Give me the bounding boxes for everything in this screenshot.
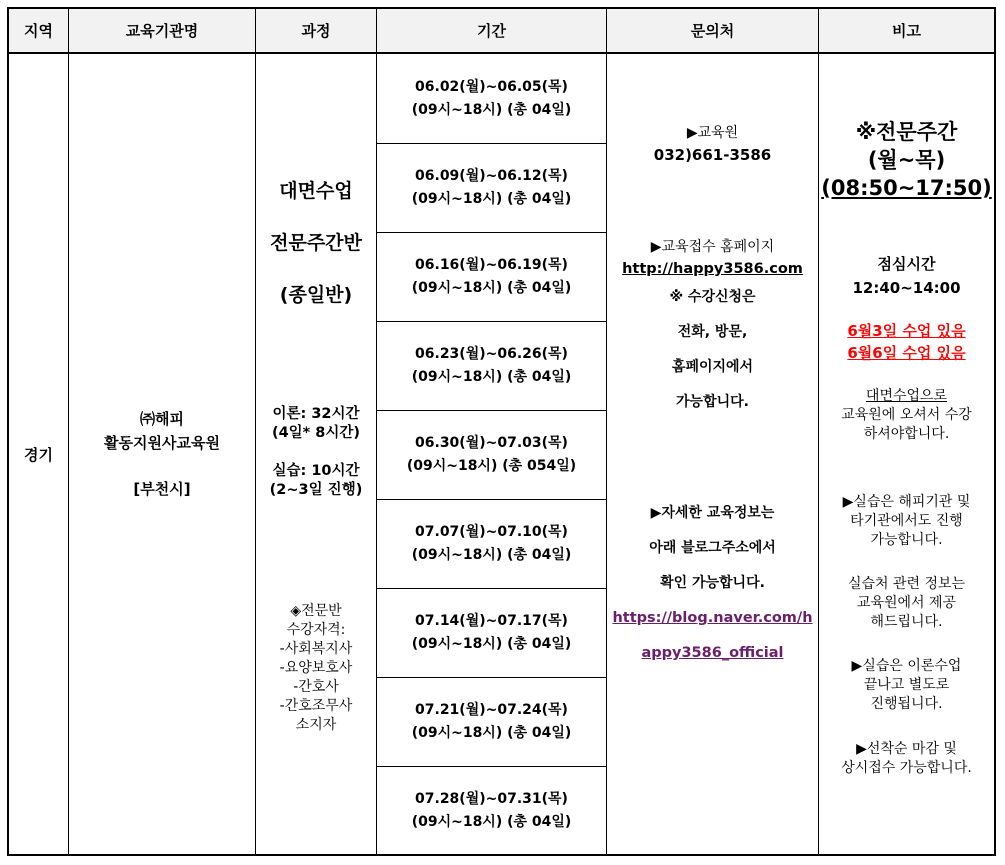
remark-note xyxy=(819,493,994,553)
blog-note: 아래 블로그주소에서 xyxy=(649,540,776,556)
contact-office-block xyxy=(607,122,818,172)
lunch-block xyxy=(819,252,994,302)
apply-note: ※ 수강신청은 xyxy=(669,289,756,305)
remark-line: 끝나고 별도로 xyxy=(863,677,950,693)
period-row xyxy=(377,500,606,588)
course-title-block xyxy=(256,176,376,326)
period-time: (09시~18시) (총 04일) xyxy=(411,725,572,741)
period-date: 07.07(월)~07.10(목) xyxy=(415,524,568,540)
qualification-line: -사회복지사 xyxy=(279,641,353,657)
header-institution: 교육기관명 xyxy=(125,22,199,40)
period-date: 07.14(월)~07.17(목) xyxy=(415,613,568,629)
course-title-line: (종일반) xyxy=(279,284,353,306)
practice-detail: (2~3일 진행) xyxy=(269,482,363,498)
region-cell: 경기 xyxy=(24,445,53,464)
remark-line: ▶선착순 마감 및 xyxy=(856,741,957,757)
blog-note: ▶자세한 교육정보는 xyxy=(650,505,775,521)
remark-line: 해드립니다. xyxy=(870,614,943,630)
period-row xyxy=(377,678,606,766)
header-remarks: 비고 xyxy=(892,22,921,40)
contact-web-label: ▶교육접수 홈페이지 xyxy=(650,239,775,255)
remark-line: 진행됩니다. xyxy=(870,696,943,712)
period-date: 07.21(월)~07.24(목) xyxy=(415,702,568,718)
institution-name: 활동지원사교육원 xyxy=(104,434,220,452)
period-date: 06.23(월)~06.26(목) xyxy=(415,346,568,362)
qualification-block xyxy=(256,602,376,752)
contact-web-block xyxy=(607,236,818,426)
remark-line: 교육원에서 제공 xyxy=(856,595,957,611)
apply-note: 가능합니다. xyxy=(676,394,749,410)
period-date: 06.09(월)~06.12(목) xyxy=(415,168,568,184)
practice-hours: 실습: 10시간 xyxy=(272,463,360,479)
period-time: (09시~18시) (총 04일) xyxy=(411,280,572,296)
remark-note xyxy=(819,740,994,780)
remark-line: 실습처 관련 정보는 xyxy=(847,576,966,592)
period-row xyxy=(377,589,606,677)
qualification-line: 소지자 xyxy=(295,717,337,733)
qualification-line: -간호조무사 xyxy=(279,698,353,714)
apply-note: 전화, 방문, xyxy=(677,324,748,340)
period-time: (09시~18시) (총 04일) xyxy=(411,101,572,118)
remark-line: ▶실습은 이론수업 xyxy=(851,658,962,674)
institution-city: [부천시] xyxy=(133,480,191,498)
period-row xyxy=(377,144,606,232)
remarks-days: (월~목) xyxy=(867,148,946,172)
remark-line: 가능합니다. xyxy=(870,532,943,548)
period-row xyxy=(377,322,606,410)
remark-line: 타기관에서도 진행 xyxy=(850,513,963,529)
qualification-line: ◈전문반 xyxy=(290,603,342,619)
class-notice-block xyxy=(819,320,994,368)
blog-link[interactable]: appy3586_official xyxy=(641,645,784,661)
period-row xyxy=(377,411,606,499)
remark-line: 하셔야합니다. xyxy=(863,426,950,442)
course-hours-block xyxy=(256,405,376,520)
contact-phone[interactable]: 032)661-3586 xyxy=(653,146,772,164)
remark-note xyxy=(819,657,994,717)
period-time: (09시~18시) (총 04일) xyxy=(411,369,572,385)
period-time: (09시~18시) (총 04일) xyxy=(411,191,572,207)
lunch-label: 점심시간 xyxy=(877,255,936,273)
apply-note: 홈페이지에서 xyxy=(671,359,754,375)
period-row xyxy=(377,54,606,143)
remark-line: 대면수업으로 xyxy=(865,388,948,404)
period-time: (09시~18시) (총 04일) xyxy=(411,547,572,563)
period-row xyxy=(377,233,606,321)
period-time: (09시~18시) (총 054일) xyxy=(406,458,577,474)
class-notice: 6월3일 수업 있음 xyxy=(847,322,966,340)
header-period: 기간 xyxy=(477,22,506,40)
header-contact: 문의처 xyxy=(690,22,735,40)
blog-note: 확인 가능합니다. xyxy=(660,575,765,591)
header-course: 과정 xyxy=(301,22,331,40)
period-date: 06.16(월)~06.19(목) xyxy=(415,257,568,273)
qualification-line: -요양보호사 xyxy=(279,660,353,676)
institution-company: ㈜해피 xyxy=(140,410,184,428)
remark-line: 교육원에 오셔서 수강 xyxy=(841,407,972,423)
header-region: 지역 xyxy=(24,22,53,40)
remark-note xyxy=(819,575,994,635)
remark-line: 상시접수 가능합니다. xyxy=(841,760,972,776)
course-title-line: 전문주간반 xyxy=(270,232,362,254)
period-row xyxy=(377,767,606,854)
qualification-line: -간호사 xyxy=(293,679,339,695)
institution-cell xyxy=(69,54,255,854)
lunch-time: 12:40~14:00 xyxy=(852,279,961,297)
period-date: 06.30(월)~07.03(목) xyxy=(415,435,568,451)
remarks-title: ※전문주간 xyxy=(855,120,958,144)
remark-line: ▶실습은 해피기관 및 xyxy=(842,494,971,510)
homepage-link[interactable]: http://happy3586.com xyxy=(622,261,803,277)
theory-detail: (4일* 8시간) xyxy=(271,425,361,441)
period-time: (09시~18시) (총 04일) xyxy=(411,636,572,652)
blog-link[interactable]: https://blog.naver.com/h xyxy=(612,610,813,626)
period-time: (09시~18시) (총 04일) xyxy=(411,813,572,830)
remarks-hours: (08:50~17:50) xyxy=(821,176,992,200)
contact-office-label: ▶교육원 xyxy=(686,125,739,141)
period-date: 07.28(월)~07.31(목) xyxy=(415,790,568,807)
class-notice: 6월6일 수업 있음 xyxy=(847,344,966,362)
theory-hours: 이론: 32시간 xyxy=(272,406,360,422)
course-title-line: 대면수업 xyxy=(279,180,353,202)
remark-note xyxy=(819,387,994,447)
qualification-line: 수강자격: xyxy=(286,622,346,638)
contact-blog-block xyxy=(607,502,818,672)
period-date: 06.02(월)~06.05(목) xyxy=(415,78,568,95)
remarks-schedule-block xyxy=(819,118,994,213)
